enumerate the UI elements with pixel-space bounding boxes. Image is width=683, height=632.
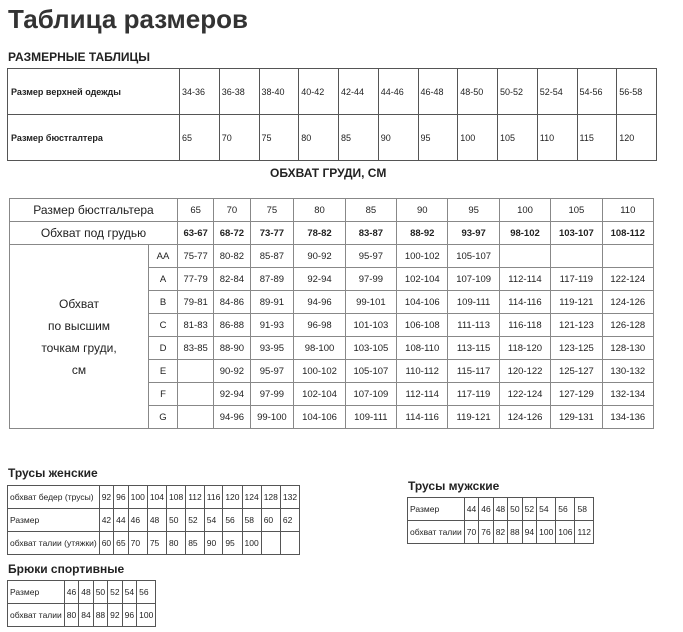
table-cell: 90 — [378, 115, 418, 161]
chest-cell: 75-77 — [178, 245, 214, 268]
cup-label: A — [149, 268, 178, 291]
underbust-cell: 73-77 — [250, 222, 294, 245]
underbust-cell: 103-107 — [551, 222, 602, 245]
table-cell: 46 — [64, 581, 78, 604]
table-cell: 50 — [167, 509, 186, 532]
chest-cell: 92-94 — [214, 383, 250, 406]
cup-label: E — [149, 360, 178, 383]
page-title: Таблица размеров — [8, 4, 248, 34]
table-cell: 52 — [108, 581, 122, 604]
chest-cell: 84-86 — [214, 291, 250, 314]
chest-cell: 119-121 — [551, 291, 602, 314]
row-label: обхват талии — [8, 604, 65, 627]
bra-size-cell: 70 — [214, 199, 250, 222]
table-cell: 100 — [137, 604, 156, 627]
chest-cell: 120-122 — [499, 360, 550, 383]
table-cell: 65 — [114, 532, 128, 555]
table-cell: 80 — [167, 532, 186, 555]
bra-size-cell: 85 — [345, 199, 396, 222]
chest-cell — [178, 406, 214, 429]
chest-side-label-line: Обхват — [59, 296, 99, 311]
table-cell: 44-46 — [378, 69, 418, 115]
table-cell: 95 — [418, 115, 458, 161]
table-cell: 94 — [522, 521, 536, 544]
underbust-row — [10, 222, 654, 245]
table-cell: 105 — [498, 115, 538, 161]
chest-cell: 130-132 — [602, 360, 653, 383]
table-cell: 100 — [537, 521, 556, 544]
chest-cell: 95-97 — [345, 245, 396, 268]
table-cell: 85 — [186, 532, 205, 555]
chest-cell: 118-120 — [499, 337, 550, 360]
table-cell: 52 — [522, 498, 536, 521]
table-cell: 44 — [464, 498, 478, 521]
table-cell: 42 — [99, 509, 113, 532]
chest-cell: 113-115 — [448, 337, 499, 360]
table-cell: 54 — [122, 581, 136, 604]
chest-cell: 102-104 — [294, 383, 345, 406]
table-cell: 56-58 — [617, 69, 657, 115]
chest-cell: 87-89 — [250, 268, 294, 291]
row-label: обхват талии — [408, 521, 465, 544]
table-cell: 132 — [280, 486, 299, 509]
bra-size-cell: 65 — [178, 199, 214, 222]
table-cell: 58 — [242, 509, 261, 532]
bra-size-cell: 95 — [448, 199, 499, 222]
table-cell: 116 — [204, 486, 223, 509]
table-cell: 42-44 — [339, 69, 379, 115]
chest-cell: 102-104 — [397, 268, 448, 291]
table-cell: 108 — [167, 486, 186, 509]
men-briefs-title: Трусы мужские — [408, 479, 500, 493]
chest-cell: 80-82 — [214, 245, 250, 268]
cup-label: G — [149, 406, 178, 429]
table-cell: 58 — [575, 498, 594, 521]
table-row — [8, 581, 156, 604]
table-cell: 75 — [259, 115, 299, 161]
table-cell: 80 — [299, 115, 339, 161]
table-cell: 54 — [204, 509, 223, 532]
underbust-cell: 88-92 — [397, 222, 448, 245]
chest-cell — [551, 245, 602, 268]
chest-cell: 97-99 — [345, 268, 396, 291]
table-cell: 120 — [223, 486, 242, 509]
table-cell: 104 — [147, 486, 166, 509]
chest-cell: 128-130 — [602, 337, 653, 360]
chest-cell: 125-127 — [551, 360, 602, 383]
chest-cell: 109-111 — [448, 291, 499, 314]
table-cell: 96 — [122, 604, 136, 627]
chest-cell: 99-101 — [345, 291, 396, 314]
table-cell: 34-36 — [180, 69, 220, 115]
chest-cell — [499, 245, 550, 268]
bra-size-row — [10, 199, 654, 222]
chest-cell: 83-85 — [178, 337, 214, 360]
chest-cell: 104-106 — [397, 291, 448, 314]
table-cell: 110 — [537, 115, 577, 161]
underbust-cell: 68-72 — [214, 222, 250, 245]
table-cell: 56 — [223, 509, 242, 532]
chest-cell: 82-84 — [214, 268, 250, 291]
table-cell: 52-54 — [537, 69, 577, 115]
table-cell: 48-50 — [458, 69, 498, 115]
table-cell: 84 — [79, 604, 93, 627]
chest-side-label-line: см — [71, 362, 87, 377]
chest-cell: 119-121 — [448, 406, 499, 429]
table-cell: 48 — [493, 498, 507, 521]
table-row — [8, 604, 156, 627]
chest-cell: 103-105 — [345, 337, 396, 360]
chest-cell: 106-108 — [397, 314, 448, 337]
chest-cell: 124-126 — [499, 406, 550, 429]
bra-size-cell: 80 — [294, 199, 345, 222]
table-row — [8, 532, 300, 555]
bra-size-cell: 110 — [602, 199, 653, 222]
table-cell: 44 — [114, 509, 128, 532]
chest-cell: 99-100 — [250, 406, 294, 429]
chest-cell: 96-98 — [294, 314, 345, 337]
bra-size-cell: 75 — [250, 199, 294, 222]
table-cell: 46 — [479, 498, 493, 521]
underbust-cell: 98-102 — [499, 222, 550, 245]
table-cell: 92 — [99, 486, 113, 509]
row-label: Размер верхней одежды — [8, 69, 180, 115]
bra-size-cell: 100 — [499, 199, 550, 222]
table-cell: 50 — [93, 581, 107, 604]
table-cell: 52 — [186, 509, 205, 532]
chest-cell: 132-134 — [602, 383, 653, 406]
table-cell: 90 — [204, 532, 223, 555]
chest-cell: 111-113 — [448, 314, 499, 337]
table-cell: 96 — [114, 486, 128, 509]
table-cell: 82 — [493, 521, 507, 544]
chest-heading: ОБХВАТ ГРУДИ, СМ — [270, 166, 387, 180]
women-briefs-table — [7, 485, 300, 555]
chest-cell: 90-92 — [294, 245, 345, 268]
chest-cell: 116-118 — [499, 314, 550, 337]
chest-cell: 104-106 — [294, 406, 345, 429]
underbust-cell: 93-97 — [448, 222, 499, 245]
row-label: Размер — [8, 509, 100, 532]
table-cell: 50-52 — [498, 69, 538, 115]
table-cell: 46-48 — [418, 69, 458, 115]
chest-cell: 94-96 — [214, 406, 250, 429]
sport-pants-title: Брюки спортивные — [8, 562, 125, 576]
table-cell: 124 — [242, 486, 261, 509]
table-row — [408, 498, 594, 521]
chest-cell: 122-124 — [602, 268, 653, 291]
row-label: Размер — [8, 581, 65, 604]
cup-label: AA — [149, 245, 178, 268]
row-label: Размер бюстгалтера — [8, 115, 180, 161]
chest-cell: 89-91 — [250, 291, 294, 314]
chest-cell: 85-87 — [250, 245, 294, 268]
table-cell: 54 — [537, 498, 556, 521]
table-cell — [261, 532, 280, 555]
bra-size-cell: 105 — [551, 199, 602, 222]
cup-row — [10, 245, 654, 268]
chest-cell: 121-123 — [551, 314, 602, 337]
chest-cell: 88-90 — [214, 337, 250, 360]
chest-cell — [178, 383, 214, 406]
table-cell: 112 — [186, 486, 205, 509]
chest-cell: 95-97 — [250, 360, 294, 383]
table-row — [8, 115, 657, 161]
underbust-label: Обхват под грудью — [10, 222, 178, 245]
table-cell: 115 — [577, 115, 617, 161]
table-cell: 54-56 — [577, 69, 617, 115]
chest-cell: 124-126 — [602, 291, 653, 314]
underbust-cell: 83-87 — [345, 222, 396, 245]
chest-cell: 100-102 — [397, 245, 448, 268]
size-table — [7, 68, 657, 161]
chest-cell: 109-111 — [345, 406, 396, 429]
table-cell: 100 — [458, 115, 498, 161]
sport-pants-table — [7, 580, 156, 627]
bra-size-cell: 90 — [397, 199, 448, 222]
row-label: обхват бедер (трусы) — [8, 486, 100, 509]
chest-cell: 79-81 — [178, 291, 214, 314]
men-briefs-table — [407, 497, 594, 544]
chest-cell: 92-94 — [294, 268, 345, 291]
bra-size-label: Размер бюстгальтера — [10, 199, 178, 222]
table-row — [8, 69, 657, 115]
table-cell: 92 — [108, 604, 122, 627]
women-briefs-title: Трусы женские — [8, 466, 98, 480]
table-cell: 100 — [242, 532, 261, 555]
table-cell: 106 — [556, 521, 575, 544]
table-cell: 76 — [479, 521, 493, 544]
table-cell: 75 — [147, 532, 166, 555]
underbust-cell: 108-112 — [602, 222, 653, 245]
chest-side-label — [10, 245, 149, 429]
table-row — [8, 486, 300, 509]
chest-cell: 91-93 — [250, 314, 294, 337]
table-cell: 56 — [137, 581, 156, 604]
chest-cell: 90-92 — [214, 360, 250, 383]
chest-cell — [178, 360, 214, 383]
table-cell: 70 — [219, 115, 259, 161]
table-cell: 46 — [128, 509, 147, 532]
chest-cell: 129-131 — [551, 406, 602, 429]
chest-cell: 114-116 — [397, 406, 448, 429]
table-cell: 100 — [128, 486, 147, 509]
chest-cell: 81-83 — [178, 314, 214, 337]
cup-label: F — [149, 383, 178, 406]
chest-cell: 123-125 — [551, 337, 602, 360]
chest-side-label-line: точкам груди, — [41, 340, 117, 355]
row-label: Размер — [408, 498, 465, 521]
section-size-tables-heading: РАЗМЕРНЫЕ ТАБЛИЦЫ — [8, 50, 151, 64]
chest-cell: 112-114 — [397, 383, 448, 406]
chest-cell: 108-110 — [397, 337, 448, 360]
chest-side-label-line: по высшим — [47, 318, 111, 333]
table-cell: 60 — [99, 532, 113, 555]
table-cell: 48 — [147, 509, 166, 532]
table-cell: 85 — [339, 115, 379, 161]
table-cell: 88 — [93, 604, 107, 627]
chest-cell: 94-96 — [294, 291, 345, 314]
chest-cell: 97-99 — [250, 383, 294, 406]
chest-cell: 110-112 — [397, 360, 448, 383]
chest-cell: 122-124 — [499, 383, 550, 406]
chest-cell: 100-102 — [294, 360, 345, 383]
table-cell: 36-38 — [219, 69, 259, 115]
cup-label: D — [149, 337, 178, 360]
chest-cell: 117-119 — [551, 268, 602, 291]
table-cell: 60 — [261, 509, 280, 532]
chest-cell: 114-116 — [499, 291, 550, 314]
table-row — [8, 509, 300, 532]
chest-cell: 112-114 — [499, 268, 550, 291]
chest-cell: 107-109 — [345, 383, 396, 406]
chest-cell: 107-109 — [448, 268, 499, 291]
cup-label: B — [149, 291, 178, 314]
chest-cell: 126-128 — [602, 314, 653, 337]
chest-cell: 115-117 — [448, 360, 499, 383]
table-cell: 80 — [64, 604, 78, 627]
chest-cell: 86-88 — [214, 314, 250, 337]
chest-table — [9, 198, 654, 429]
chest-cell: 101-103 — [345, 314, 396, 337]
chest-cell: 105-107 — [345, 360, 396, 383]
chest-cell: 134-136 — [602, 406, 653, 429]
underbust-cell: 63-67 — [178, 222, 214, 245]
chest-cell: 127-129 — [551, 383, 602, 406]
table-cell: 70 — [128, 532, 147, 555]
table-cell: 120 — [617, 115, 657, 161]
underbust-cell: 78-82 — [294, 222, 345, 245]
table-cell: 70 — [464, 521, 478, 544]
table-cell: 95 — [223, 532, 242, 555]
table-cell — [280, 532, 299, 555]
chest-cell: 98-100 — [294, 337, 345, 360]
table-cell: 50 — [508, 498, 522, 521]
table-cell: 128 — [261, 486, 280, 509]
table-row — [408, 521, 594, 544]
chest-cell: 77-79 — [178, 268, 214, 291]
table-cell: 88 — [508, 521, 522, 544]
table-cell: 56 — [556, 498, 575, 521]
table-cell: 38-40 — [259, 69, 299, 115]
table-cell: 65 — [180, 115, 220, 161]
chest-cell — [602, 245, 653, 268]
chest-cell: 93-95 — [250, 337, 294, 360]
chest-cell: 105-107 — [448, 245, 499, 268]
table-cell: 112 — [575, 521, 594, 544]
chest-cell: 117-119 — [448, 383, 499, 406]
row-label: обхват талии (утяжки) — [8, 532, 100, 555]
table-cell: 62 — [280, 509, 299, 532]
table-cell: 48 — [79, 581, 93, 604]
cup-label: C — [149, 314, 178, 337]
table-cell: 40-42 — [299, 69, 339, 115]
